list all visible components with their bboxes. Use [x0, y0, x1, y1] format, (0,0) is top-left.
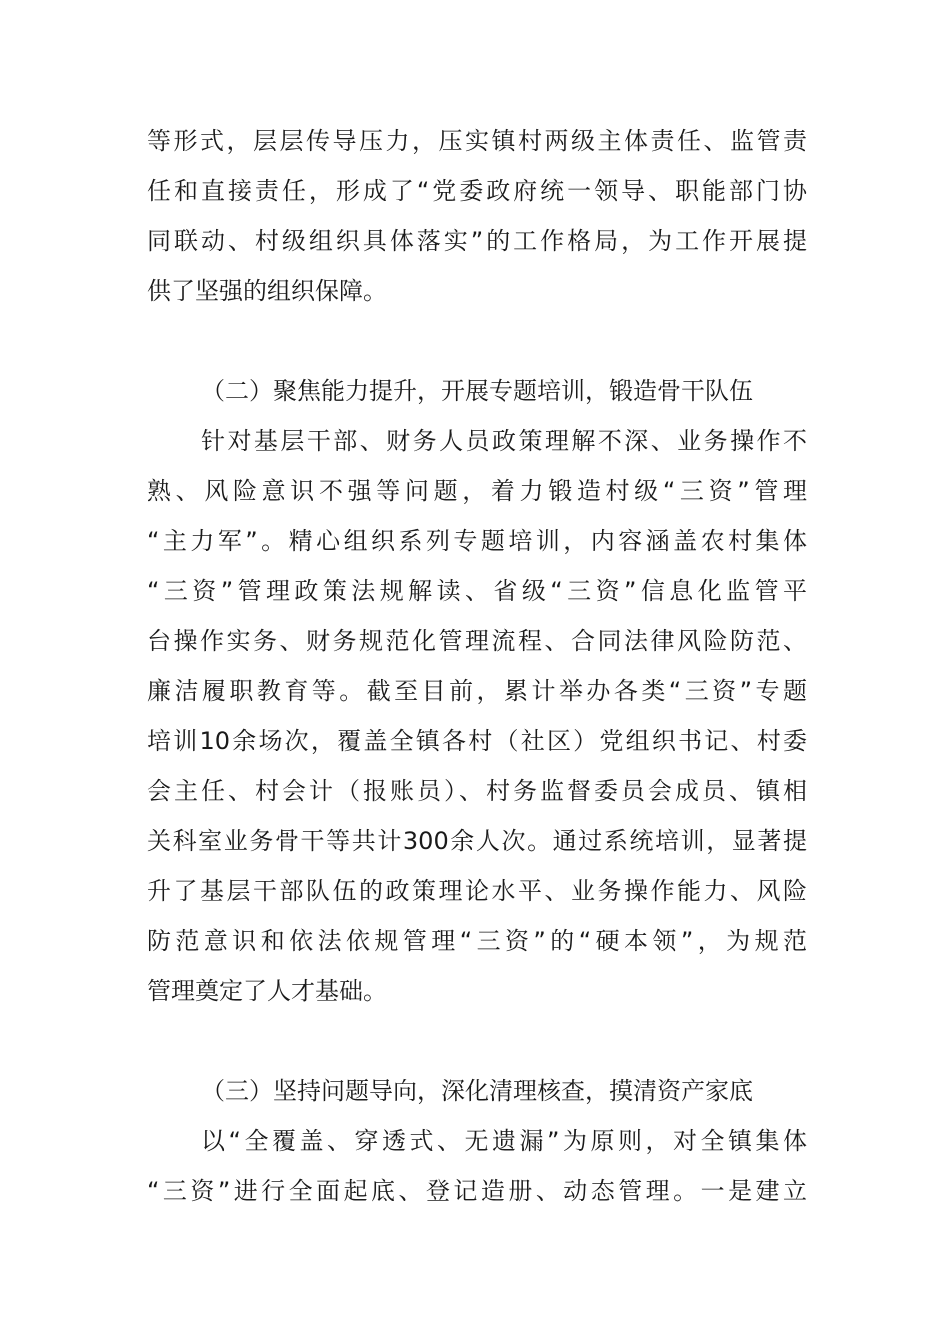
paragraph-2-line-12: 管理奠定了人才基础。	[147, 977, 387, 1005]
paragraph-2-line-8: 会主任、村会计（报账员）、村务监督委员会成员、镇相	[147, 777, 807, 805]
paragraph-2-line-7: 培训10余场次，覆盖全镇各村（社区）党组织书记、村委	[147, 727, 807, 755]
section-heading-2: （二）聚焦能力提升，开展专题培训，锻造骨干队伍	[201, 377, 753, 405]
paragraph-3-line-1: 以“全覆盖、穿透式、无遗漏”为原则，对全镇集体	[201, 1127, 807, 1155]
paragraph-3-line-2: “三资”进行全面起底、登记造册、动态管理。一是建立	[147, 1177, 807, 1205]
paragraph-2-line-1: 针对基层干部、财务人员政策理解不深、业务操作不	[201, 427, 807, 455]
paragraph-2-line-5: 台操作实务、财务规范化管理流程、合同法律风险防范、	[147, 627, 807, 655]
paragraph-2-line-10: 升了基层干部队伍的政策理论水平、业务操作能力、风险	[147, 877, 807, 905]
paragraph-1-line-2: 任和直接责任，形成了“党委政府统一领导、职能部门协	[147, 177, 807, 205]
section-heading-3: （三）坚持问题导向，深化清理核查，摸清资产家底	[201, 1077, 753, 1105]
paragraph-2-line-9: 关科室业务骨干等共计300余人次。通过系统培训，显著提	[147, 827, 807, 855]
paragraph-2-line-2: 熟、风险意识不强等问题，着力锻造村级“三资”管理	[147, 477, 807, 505]
paragraph-1-line-3: 同联动、村级组织具体落实”的工作格局，为工作开展提	[147, 227, 807, 255]
paragraph-1-line-4: 供了坚强的组织保障。	[147, 277, 387, 305]
paragraph-2-line-3: “主力军”。精心组织系列专题培训，内容涵盖农村集体	[147, 527, 807, 555]
paragraph-1-line-1: 等形式，层层传导压力，压实镇村两级主体责任、监管责	[147, 127, 807, 155]
paragraph-2-line-4: “三资”管理政策法规解读、省级“三资”信息化监管平	[147, 577, 807, 605]
paragraph-2-line-11: 防范意识和依法依规管理“三资”的“硬本领”，为规范	[147, 927, 807, 955]
paragraph-2-line-6: 廉洁履职教育等。截至目前，累计举办各类“三资”专题	[147, 677, 807, 705]
